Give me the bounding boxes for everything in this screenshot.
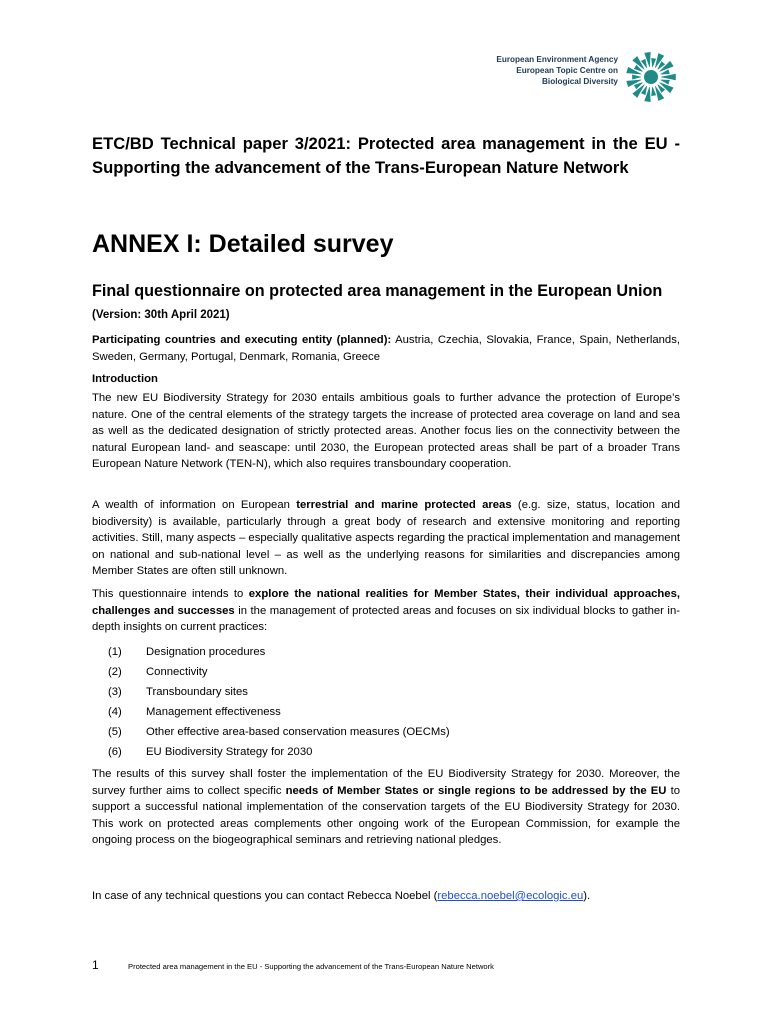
eea-sunburst-logo-icon [624,50,678,104]
page-number: 1 [92,958,99,972]
participating-countries [92,332,680,365]
results-text-a: The results of this survey shall foster the implementation of the EU Biodiversity Strategy for 2030. Moreover, the survey further aims to collect specific [92,768,680,797]
participating-list: Austria, Czechia, Slovakia, France, Spain, Netherlands, Sweden, Germany, Portugal, Denmark, Romania, Greece [92,334,680,363]
contact-text-b: ). [583,890,591,902]
logo-org-line2: European Topic Centre on [516,66,618,75]
list-item-label: EU Biodiversity Strategy for 2030 [146,746,313,758]
p2-bold: terrestrial and marine protected areas [296,499,512,511]
footer-text: Protected area management in the EU - Supporting the advancement of the Trans-European Nature Network [128,962,494,971]
p2-text-b: (e.g. size, status, location and biodiversity) is available, particularly through a great body of research and extensive monitoring and reporting activities. Still, many aspects – especially qualitative aspects regarding the practical implementation and management on national and sub-national level – as well as the underlying reasons for similarities and discrepancies among Member States are often still unknown. [92,499,681,578]
logo-org-line3: Biological Diversity [542,77,618,86]
p3-text-b: in the management of protected areas and focuses on six individual blocks to gather in-depth insights on current practices: [92,604,680,634]
results-paragraph [92,766,680,849]
list-item-label: Transboundary sites [146,686,248,698]
results-text-b: to support a successful national implementation of the conservation targets of the EU Biodiversity Strategy for 2030. This work on protected areas complements other ongoing work of the European Commission, for example the ongoing process on the biogeographical seminars and retrieving national pledges. [92,784,681,847]
participating-label: Participating countries and executing entity (planned): [92,334,392,346]
logo-org-line1: European Environment Agency [496,55,618,64]
contact-paragraph [92,888,680,905]
list-item-number: (2) [108,666,122,678]
intro-paragraph-2 [92,497,680,580]
logo-text [470,54,618,87]
list-item-label: Other effective area-based conservation measures (OECMs) [146,726,450,738]
p3-bold: explore the national realities for Member States, their individual approaches, challenges and successes [92,588,680,617]
contact-email-link[interactable]: rebecca.noebel@ecologic.eu [437,890,584,902]
introduction-heading: Introduction [92,373,158,385]
list-item-label: Management effectiveness [146,706,281,718]
list-item [92,742,652,762]
paper-title: ETC/BD Technical paper 3/2021: Protected area management in the EU - Supporting the advancement of the Trans-European Nature Network [92,134,680,177]
list-item-number: (4) [108,706,122,718]
logo-ray [660,74,676,80]
list-item [92,642,652,662]
intro-paragraph-3 [92,586,680,636]
list-item-label: Connectivity [146,666,208,678]
p2-text-a: A wealth of information on European [92,499,297,511]
list-item-number: (5) [108,726,122,738]
survey-blocks-list [92,642,652,762]
results-bold: needs of Member States or single regions to be addressed by the EU [285,784,667,797]
list-item-label: Designation procedures [146,646,266,658]
list-item-number: (6) [108,746,122,758]
list-item-number: (1) [108,646,122,658]
subtitle-main: Final questionnaire on protected area management in the European Union [92,282,663,300]
list-item-number: (3) [108,686,122,698]
list-item [92,662,652,682]
intro-paragraph-1: The new EU Biodiversity Strategy for 2030 entails ambitious goals to further advance the protection of Europe’s nature. One of the central elements of the strategy targets the increase of protected area coverage on land and sea as well as the dedicated designation of strictly protected areas. Another focus lies on the connectivity between the natural European land- and seascape: until 2030, the European protected areas shall be part of a broader Trans European Nature Network (TEN-N), which also requires transboundary cooperation. [92,392,680,471]
list-item [92,722,652,742]
annex-title: ANNEX I: Detailed survey [92,230,394,258]
contact-text-a: In case of any technical questions you can contact Rebecca Noebel ( [92,890,438,902]
logo-ray [632,75,642,80]
questionnaire-subtitle [92,280,682,326]
list-item [92,702,652,722]
subtitle-version: (Version: 30th April 2021) [92,309,230,321]
list-item [92,682,652,702]
eea-logo [470,50,685,106]
p3-text-a: This questionnaire intends to [92,588,249,600]
